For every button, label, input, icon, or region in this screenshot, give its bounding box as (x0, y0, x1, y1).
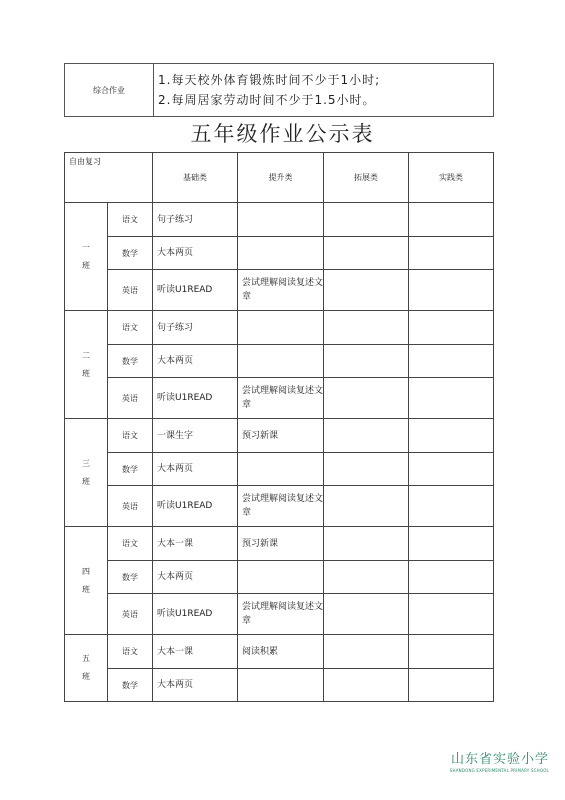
practice-cell (409, 203, 494, 237)
subject-cell: 数学 (108, 561, 153, 594)
basic-cell: 一课生字 (153, 419, 238, 453)
basic-cell: 大本两页 (153, 669, 238, 702)
table-row (65, 594, 494, 635)
extended-cell (324, 669, 409, 702)
class-name: 五 班 (65, 635, 108, 702)
table-row (65, 527, 494, 561)
extended-cell (324, 453, 409, 486)
advanced-cell: 尝试理解阅读复述文章 (238, 270, 324, 311)
practice-cell (409, 237, 494, 270)
table-row (65, 453, 494, 486)
homework-item: 1.每天校外体育锻炼时间不少于1小时; (158, 73, 381, 87)
table-row (65, 561, 494, 594)
advanced-cell (238, 203, 324, 237)
column-header-advanced: 提升类 (238, 153, 324, 203)
basic-cell: 听读U1READ (153, 486, 238, 527)
subject-cell: 语文 (108, 527, 153, 561)
class-name: 三 班 (65, 419, 108, 527)
advanced-cell (238, 237, 324, 270)
advanced-cell (238, 311, 324, 345)
comprehensive-homework-label: 综合作业 (65, 64, 154, 117)
table-row (65, 270, 494, 311)
table-row (65, 486, 494, 527)
column-header-practice: 实践类 (409, 153, 494, 203)
school-logo (450, 748, 549, 773)
subject-cell: 语文 (108, 203, 153, 237)
basic-cell: 大本两页 (153, 345, 238, 378)
page-title: 五年级作业公示表 (190, 122, 375, 146)
extended-cell (324, 237, 409, 270)
advanced-cell: 预习新课 (238, 419, 324, 453)
class-name: 四 班 (65, 527, 108, 635)
subject-cell: 数学 (108, 669, 153, 702)
class-name: 一 班 (65, 203, 108, 311)
basic-cell: 大本两页 (153, 561, 238, 594)
table-row (65, 311, 494, 345)
school-name-cn: 山东省实验小学 (450, 752, 549, 767)
comprehensive-homework-table (64, 63, 494, 117)
extended-cell (324, 561, 409, 594)
advanced-cell (238, 669, 324, 702)
subject-cell: 英语 (108, 594, 153, 635)
extended-cell (324, 419, 409, 453)
table-row (65, 378, 494, 419)
subject-cell: 语文 (108, 311, 153, 345)
homework-table (64, 152, 494, 702)
extended-cell (324, 594, 409, 635)
advanced-cell: 阅读积累 (238, 635, 324, 669)
table-row (65, 635, 494, 669)
advanced-cell: 预习新课 (238, 527, 324, 561)
header-row (65, 153, 494, 203)
advanced-cell: 尝试理解阅读复述文章 (238, 594, 324, 635)
basic-cell: 大本一课 (153, 527, 238, 561)
subject-cell: 英语 (108, 270, 153, 311)
basic-cell: 听读U1READ (153, 270, 238, 311)
practice-cell (409, 527, 494, 561)
subject-cell: 数学 (108, 237, 153, 270)
column-header-extended: 拓展类 (324, 153, 409, 203)
class-name: 二 班 (65, 311, 108, 419)
practice-cell (409, 635, 494, 669)
basic-cell: 听读U1READ (153, 594, 238, 635)
practice-cell (409, 345, 494, 378)
practice-cell (409, 311, 494, 345)
practice-cell (409, 453, 494, 486)
basic-cell: 句子练习 (153, 311, 238, 345)
extended-cell (324, 270, 409, 311)
table-row (65, 345, 494, 378)
basic-cell: 大本一课 (153, 635, 238, 669)
table-row (65, 237, 494, 270)
table-row (65, 419, 494, 453)
advanced-cell: 尝试理解阅读复述文章 (238, 378, 324, 419)
practice-cell (409, 419, 494, 453)
table-row (65, 669, 494, 702)
advanced-cell (238, 561, 324, 594)
practice-cell (409, 561, 494, 594)
extended-cell (324, 527, 409, 561)
extended-cell (324, 345, 409, 378)
table-row (65, 203, 494, 237)
advanced-cell: 尝试理解阅读复述文章 (238, 486, 324, 527)
school-name-en: SHANDONG EXPERIMENTAL PRIMARY SCHOOL (449, 768, 549, 773)
subject-cell: 语文 (108, 635, 153, 669)
advanced-cell (238, 345, 324, 378)
practice-cell (409, 378, 494, 419)
basic-cell: 大本两页 (153, 453, 238, 486)
corner-label: 自由复习 (65, 153, 153, 203)
homework-item: 2.每周居家劳动时间不少于1.5小时。 (158, 93, 376, 107)
practice-cell (409, 486, 494, 527)
advanced-cell (238, 453, 324, 486)
extended-cell (324, 486, 409, 527)
basic-cell: 听读U1READ (153, 378, 238, 419)
subject-cell: 英语 (108, 378, 153, 419)
subject-cell: 数学 (108, 345, 153, 378)
basic-cell: 大本两页 (153, 237, 238, 270)
practice-cell (409, 594, 494, 635)
extended-cell (324, 635, 409, 669)
basic-cell: 句子练习 (153, 203, 238, 237)
extended-cell (324, 378, 409, 419)
extended-cell (324, 311, 409, 345)
subject-cell: 语文 (108, 419, 153, 453)
practice-cell (409, 270, 494, 311)
practice-cell (409, 669, 494, 702)
subject-cell: 英语 (108, 486, 153, 527)
subject-cell: 数学 (108, 453, 153, 486)
comprehensive-homework-items (154, 64, 494, 117)
column-header-basic: 基础类 (153, 153, 238, 203)
extended-cell (324, 203, 409, 237)
